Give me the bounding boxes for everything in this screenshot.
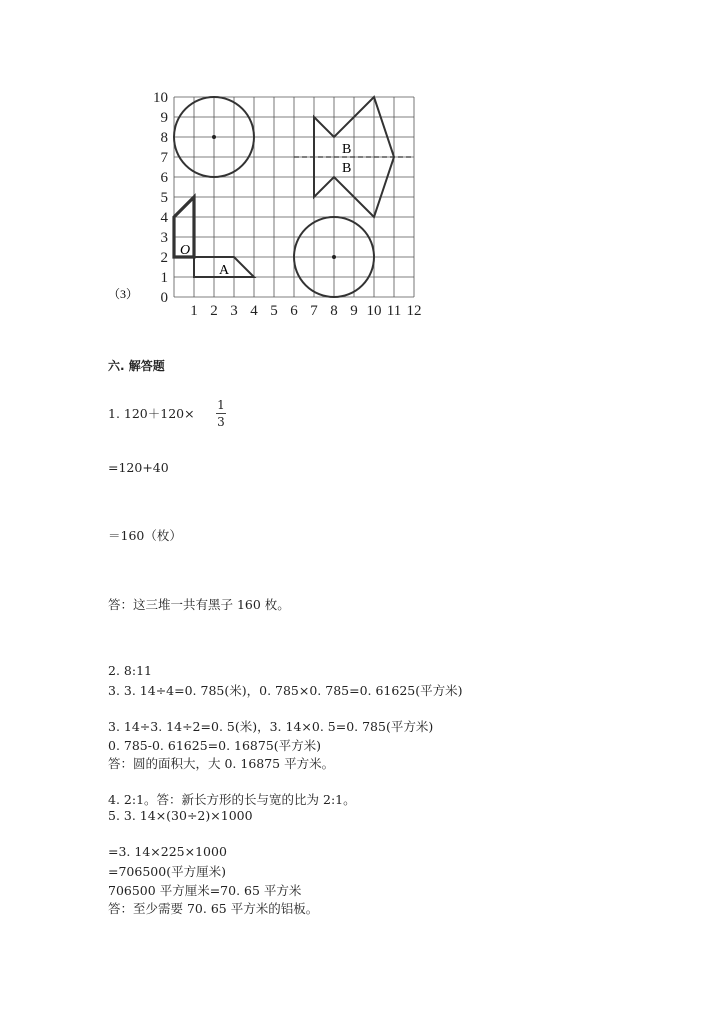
y-tick-label: 5	[160, 190, 168, 206]
answer-line: =3. 14×225×1000	[108, 844, 227, 859]
answer-line: 706500 平方厘米=70. 65 平方米	[108, 883, 302, 898]
y-tick-label: 8	[160, 130, 168, 146]
label-b-lower: B	[342, 161, 352, 176]
x-tick-label: 7	[310, 303, 318, 319]
x-tick-label: 12	[406, 303, 422, 319]
x-tick-label: 1	[190, 303, 198, 319]
answer-line: 答：至少需要 70. 65 平方米的铝板。	[108, 901, 319, 916]
label-b-upper: B	[342, 142, 352, 157]
answer-line: 答：圆的面积大，大 0. 16875 平方米。	[108, 756, 335, 771]
section-title: 六. 解答题	[108, 359, 165, 373]
x-tick-label: 9	[350, 303, 358, 319]
q1-answer: 答：这三堆一共有黑子 160 枚。	[108, 597, 290, 612]
x-tick-label: 4	[250, 303, 258, 319]
answer-line: 4. 2:1。答：新长方形的长与宽的比为 2:1。	[108, 792, 356, 807]
figure-label: （3）	[108, 287, 139, 301]
x-tick-label: 10	[366, 303, 382, 319]
x-tick-label: 5	[270, 303, 278, 319]
fraction-one-third	[216, 398, 226, 429]
x-tick-label: 8	[330, 303, 338, 319]
q1-line3: ＝160（枚）	[108, 528, 182, 543]
fraction-denominator: 3	[217, 415, 225, 429]
y-tick-label: 10	[153, 90, 168, 106]
x-tick-label: 11	[386, 303, 402, 319]
fraction-numerator: 1	[217, 398, 225, 412]
x-tick-label: 6	[290, 303, 298, 319]
answer-line: 3. 3. 14÷4=0. 785(米)，0. 785×0. 785=0. 61625(平方米)	[108, 683, 463, 698]
y-tick-label: 1	[160, 270, 168, 286]
coordinate-grid-figure	[100, 85, 440, 325]
y-tick-label: 4	[160, 210, 168, 226]
x-tick-label: 2	[210, 303, 218, 319]
answer-line: 3. 14÷3. 14÷2=0. 5(米)，3. 14×0. 5=0. 785(平方米)	[108, 719, 434, 734]
q1-line1: 1. 120＋120×	[108, 406, 195, 421]
y-tick-label: 3	[160, 230, 168, 246]
answer-line: =706500(平方厘米)	[108, 864, 226, 879]
answer-line: 2. 8:11	[108, 663, 152, 678]
x-tick-label: 3	[230, 303, 238, 319]
label-a: A	[219, 263, 230, 278]
q1-line2: =120+40	[108, 460, 169, 475]
y-tick-label: 0	[160, 290, 168, 306]
answer-line: 0. 785-0. 61625=0. 16875(平方米)	[108, 738, 322, 753]
y-tick-label: 6	[160, 170, 168, 186]
y-tick-label: 7	[160, 150, 168, 166]
y-tick-label: 9	[160, 110, 168, 126]
y-tick-label: 2	[160, 250, 168, 266]
label-o: O	[180, 243, 191, 258]
answer-line: 5. 3. 14×(30÷2)×1000	[108, 808, 253, 823]
